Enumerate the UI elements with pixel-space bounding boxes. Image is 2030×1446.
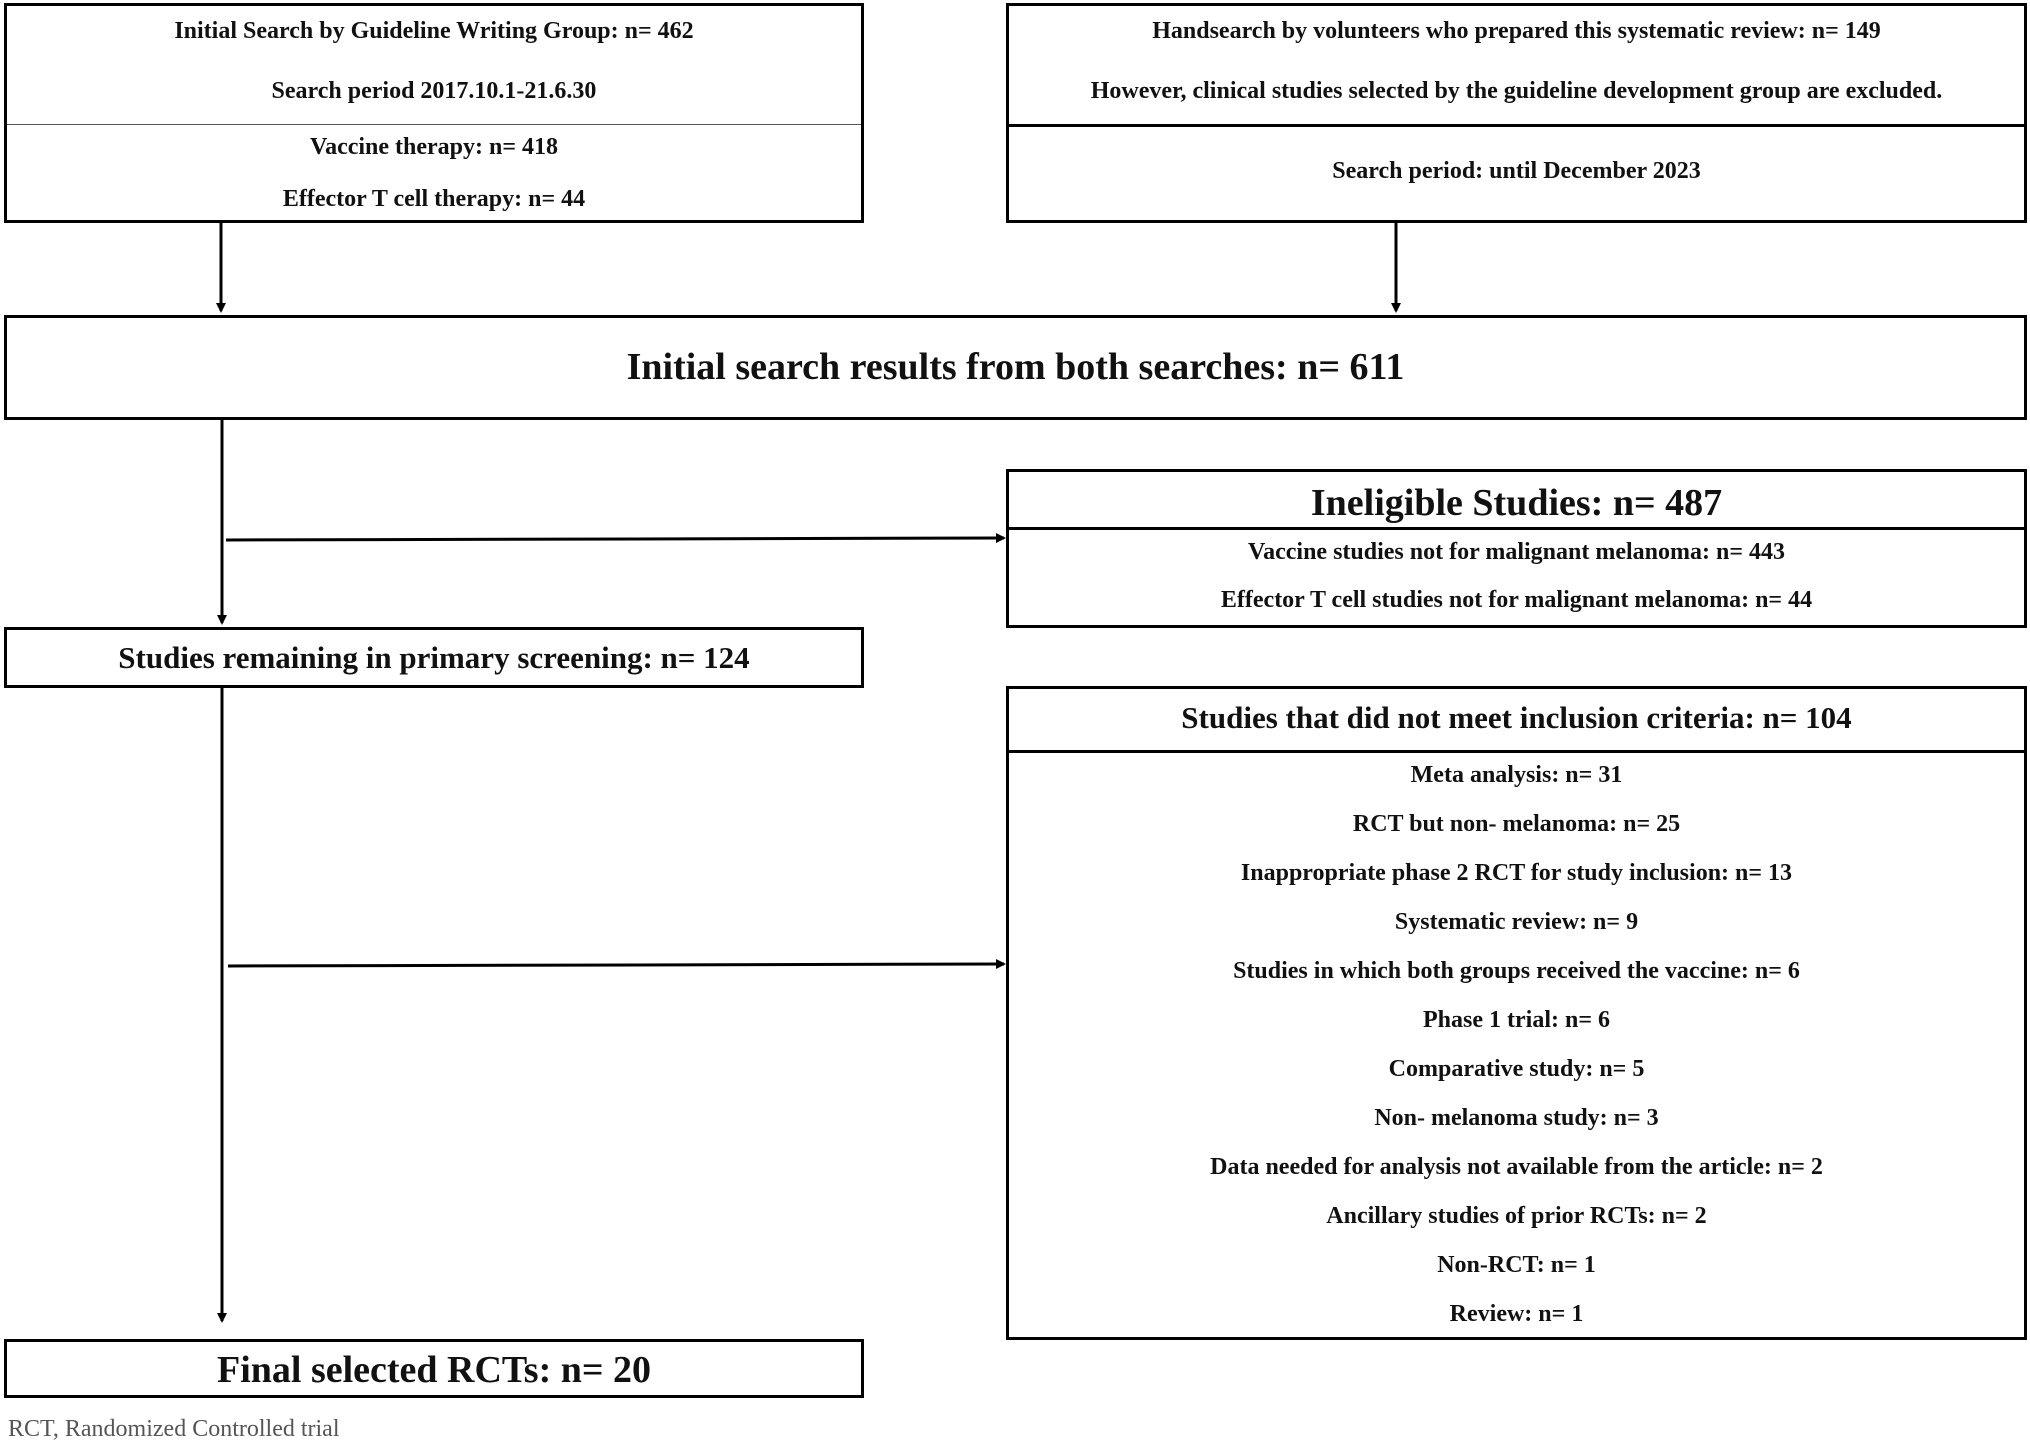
exclusion-item: RCT but non- melanoma: n= 25 bbox=[1352, 811, 1681, 837]
arrow-to-exclusion bbox=[228, 964, 1004, 966]
exclusion-item: Systematic review: n= 9 bbox=[1394, 909, 1639, 935]
handsearch-title: Handsearch by volunteers who prepared this systematic review: n= 149 bbox=[1152, 18, 1881, 44]
exclusion-item: Meta analysis: n= 31 bbox=[1410, 762, 1623, 788]
exclusion-item: Phase 1 trial: n= 6 bbox=[1423, 1007, 1610, 1033]
final-selected-title: Final selected RCTs: n= 20 bbox=[216, 1349, 652, 1391]
handsearch-note: However, clinical studies selected by the guideline development group are excluded. bbox=[1090, 78, 1943, 104]
exclusion-item: Review: n= 1 bbox=[1449, 1301, 1584, 1327]
exclusion-item: Non- melanoma study: n= 3 bbox=[1374, 1105, 1659, 1131]
initial-search-title: Initial Search by Guideline Writing Group: n= 462 bbox=[174, 18, 694, 44]
primary-screening-title: Studies remaining in primary screening: n= 124 bbox=[118, 640, 750, 675]
ineligible-studies-title: Ineligible Studies: n= 487 bbox=[1310, 482, 1723, 524]
arrow-to-ineligible bbox=[226, 538, 1004, 540]
exclusion-item: Inappropriate phase 2 RCT for study inclusion: n= 13 bbox=[1240, 860, 1793, 886]
ineligible-vaccine-item: Vaccine studies not for malignant melanoma: n= 443 bbox=[1247, 539, 1786, 565]
footnote: RCT, Randomized Controlled trial bbox=[8, 1416, 340, 1442]
exclusion-criteria-title: Studies that did not meet inclusion criteria: n= 104 bbox=[1181, 700, 1852, 735]
exclusion-item: Non-RCT: n= 1 bbox=[1437, 1252, 1596, 1278]
exclusion-item: Studies in which both groups received the vaccine: n= 6 bbox=[1233, 958, 1800, 984]
combined-results-title: Initial search results from both searches: n= 611 bbox=[626, 346, 1405, 388]
effector-t-cell-count: Effector T cell therapy: n= 44 bbox=[282, 186, 586, 212]
exclusion-item: Comparative study: n= 5 bbox=[1388, 1056, 1645, 1082]
exclusion-item: Data needed for analysis not available from the article: n= 2 bbox=[1210, 1154, 1823, 1180]
vaccine-therapy-count: Vaccine therapy: n= 418 bbox=[309, 134, 559, 160]
handsearch-period: Search period: until December 2023 bbox=[1332, 158, 1701, 184]
exclusion-item: Ancillary studies of prior RCTs: n= 2 bbox=[1326, 1203, 1707, 1229]
initial-search-period: Search period 2017.10.1-21.6.30 bbox=[271, 78, 597, 104]
ineligible-effector-item: Effector T cell studies not for malignant melanoma: n= 44 bbox=[1220, 587, 1813, 613]
